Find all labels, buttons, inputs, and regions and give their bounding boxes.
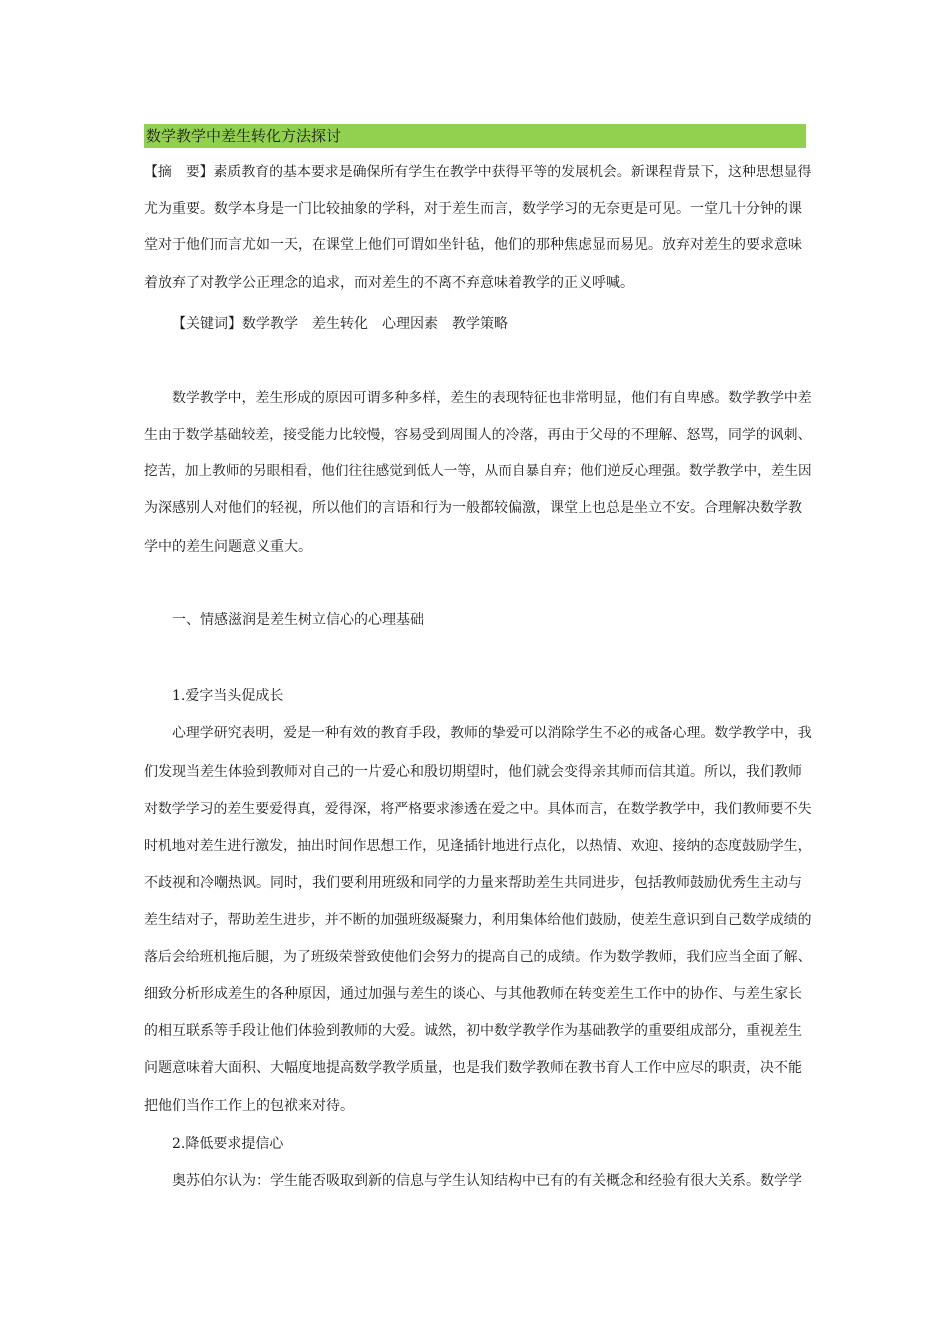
body-line: 细致分析形成差生的各种原因，通过加强与差生的谈心、与其他教师在转变差生工作中的协作、与差生家长 xyxy=(144,986,802,1002)
title-bar xyxy=(144,124,806,148)
abstract-line: 尤为重要。数学本身是一门比较抽象的学科，对于差生而言，数学学习的无奈更是可见。一堂几十分钟的课 xyxy=(144,201,802,217)
body-line: 对数学学习的差生要爱得真，爱得深，将严格要求渗透在爱之中。具体而言，在数学教学中，我们教师要不失 xyxy=(144,801,812,817)
body-line: 心理学研究表明，爱是一种有效的教育手段，教师的挚爱可以消除学生不必的戒备心理。数学教学中，我 xyxy=(172,725,812,741)
abstract-line: 堂对于他们而言尤如一天，在课堂上他们可谓如坐针毡，他们的那种焦虑显而易见。放弃对差生的要求意味 xyxy=(144,237,802,253)
body-line: 把他们当作工作上的包袱来对待。 xyxy=(144,1098,354,1114)
body-line: 不歧视和冷嘲热讽。同时，我们要利用班级和同学的力量来帮助差生共同进步，包括教师鼓励优秀生主动与 xyxy=(144,875,802,891)
intro-line: 数学教学中，差生形成的原因可谓多种多样，差生的表现特征也非常明显，他们有自卑感。数学教学中差 xyxy=(172,390,812,406)
abstract-line: 【摘 要】素质教育的基本要求是确保所有学生在教学中获得平等的发展机会。新课程背景下，这种思想显得 xyxy=(144,164,812,180)
intro-line: 为深感别人对他们的轻视，所以他们的言语和行为一般都较偏激，课堂上也总是坐立不安。合理解决数学教 xyxy=(144,500,802,516)
section-heading: 一、情感滋润是差生树立信心的心理基础 xyxy=(172,612,424,628)
body-line: 问题意味着大面积、大幅度地提高数学教学质量，也是我们数学教师在教书育人工作中应尽的职责，决不能 xyxy=(144,1060,802,1076)
body-line: 奥苏伯尔认为：学生能否吸取到新的信息与学生认知结构中已有的有关概念和经验有很大关系。数学学 xyxy=(172,1173,802,1189)
subsection-heading: 2.降低要求提信心 xyxy=(172,1136,284,1152)
body-line: 落后会给班机拖后腿，为了班级荣誉致使他们会努力的提高自己的成绩。作为数学教师，我们应当全面了解、 xyxy=(144,949,812,965)
document-title: 数学教学中差生转化方法探讨 xyxy=(146,127,342,145)
intro-line: 生由于数学基础较差，接受能力比较慢，容易受到周围人的冷落，再由于父母的不理解、怒骂，同学的讽刺、 xyxy=(144,427,812,443)
keywords-line: 【关键词】数学教学 差生转化 心理因素 教学策略 xyxy=(172,316,508,332)
intro-line: 学中的差生问题意义重大。 xyxy=(144,539,312,555)
intro-line: 挖苦，加上教师的另眼相看，他们往往感觉到低人一等，从而自暴自弃；他们逆反心理强。数学教学中，差生因 xyxy=(144,463,812,479)
abstract-line: 着放弃了对教学公正理念的追求，而对差生的不离不弃意味着教学的正义呼喊。 xyxy=(144,275,634,291)
body-line: 的相互联系等手段让他们体验到教师的大爱。诚然，初中数学教学作为基础教学的重要组成部分，重视差生 xyxy=(144,1023,802,1039)
body-line: 差生结对子，帮助差生进步，并不断的加强班级凝聚力，利用集体给他们鼓励，使差生意识到自己数学成绩的 xyxy=(144,912,812,928)
body-line: 们发现当差生体验到教师对自己的一片爱心和殷切期望时，他们就会变得亲其师而信其道。所以，我们教师 xyxy=(144,764,802,780)
body-line: 时机地对差生进行激发，抽出时间作思想工作，见逢插针地进行点化，以热情、欢迎、接纳的态度鼓励学生， xyxy=(144,838,812,854)
subsection-heading: 1.爱字当头促成长 xyxy=(172,688,284,704)
